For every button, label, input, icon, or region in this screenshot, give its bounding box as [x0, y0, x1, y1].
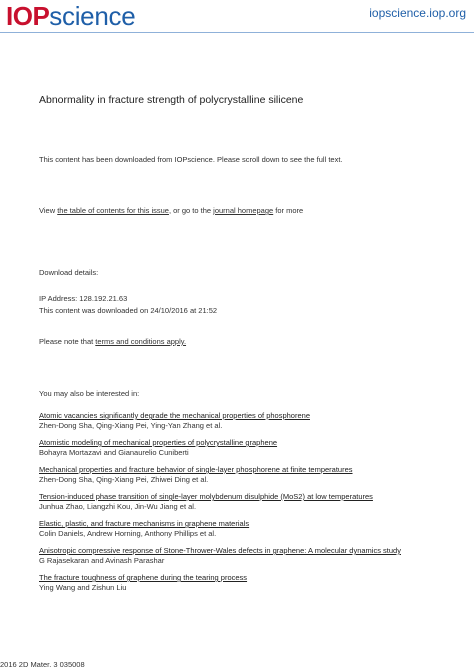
list-item: [39, 411, 439, 431]
related-article-authors: Colin Daniels, Andrew Horning, Anthony Phillips et al.: [39, 529, 217, 538]
page-footer-citation: 2016 2D Mater. 3 035008: [0, 660, 85, 669]
view-suffix: for more: [273, 206, 304, 215]
related-article-link[interactable]: Anisotropic compressive response of Stone-Thrower-Wales defects in graphene: A molecular dynamics study: [39, 546, 401, 555]
list-item: [39, 465, 439, 485]
related-article-link[interactable]: Atomic vacancies significantly degrade the mechanical properties of phosphorene: [39, 411, 310, 420]
list-item: [39, 573, 439, 593]
view-middle: , or go to the: [168, 206, 214, 215]
list-item: [39, 519, 439, 539]
iopscience-logo[interactable]: [6, 2, 135, 30]
logo-science-text: science: [49, 1, 136, 31]
download-details-heading: Download details:: [39, 268, 99, 277]
site-header: [0, 0, 474, 36]
view-line: [39, 206, 303, 216]
ip-address: IP Address: 128.192.21.63: [39, 294, 128, 303]
related-articles-list: [39, 411, 439, 600]
related-article-link[interactable]: Atomistic modeling of mechanical properties of polycrystalline graphene: [39, 438, 278, 447]
related-article-authors: Zhen-Dong Sha, Qing-Xiang Pei, Zhiwei Ding et al.: [39, 475, 209, 484]
toc-link[interactable]: the table of contents for this issue: [57, 206, 169, 215]
download-notice: This content has been downloaded from IOPscience. Please scroll down to see the full text.: [39, 155, 343, 164]
site-url-link[interactable]: iopscience.iop.org: [369, 6, 466, 20]
logo-iop-text: IOP: [6, 1, 50, 31]
related-article-link[interactable]: Elastic, plastic, and fracture mechanisms in graphene materials: [39, 519, 250, 528]
related-heading: You may also be interested in:: [39, 389, 140, 398]
download-timestamp: This content was downloaded on 24/10/2016 at 21:52: [39, 306, 218, 315]
list-item: [39, 438, 439, 458]
article-title: Abnormality in fracture strength of polycrystalline silicene: [39, 94, 304, 106]
list-item: [39, 492, 439, 512]
journal-homepage-link[interactable]: journal homepage: [213, 206, 274, 215]
header-divider: [0, 32, 474, 33]
terms-line: [39, 337, 186, 347]
view-prefix: View: [39, 206, 58, 215]
related-article-authors: Ying Wang and Zishun Liu: [39, 583, 127, 592]
terms-prefix: Please note that: [39, 337, 96, 346]
related-article-authors: Bohayra Mortazavi and Gianaurelio Cuniberti: [39, 448, 189, 457]
related-article-link[interactable]: The fracture toughness of graphene during the tearing process: [39, 573, 248, 582]
related-article-authors: Junhua Zhao, Liangzhi Kou, Jin-Wu Jiang et al.: [39, 502, 197, 511]
related-article-link[interactable]: Mechanical properties and fracture behavior of single-layer phosphorene at finite temperatures: [39, 465, 353, 474]
related-article-authors: G Rajasekaran and Avinash Parashar: [39, 556, 165, 565]
list-item: [39, 546, 439, 566]
related-article-link[interactable]: Tension-induced phase transition of single-layer molybdenum disulphide (MoS2) at low temperatures: [39, 492, 373, 501]
related-article-authors: Zhen-Dong Sha, Qing-Xiang Pei, Ying-Yan Zhang et al.: [39, 421, 223, 430]
terms-link[interactable]: terms and conditions apply.: [95, 337, 187, 346]
